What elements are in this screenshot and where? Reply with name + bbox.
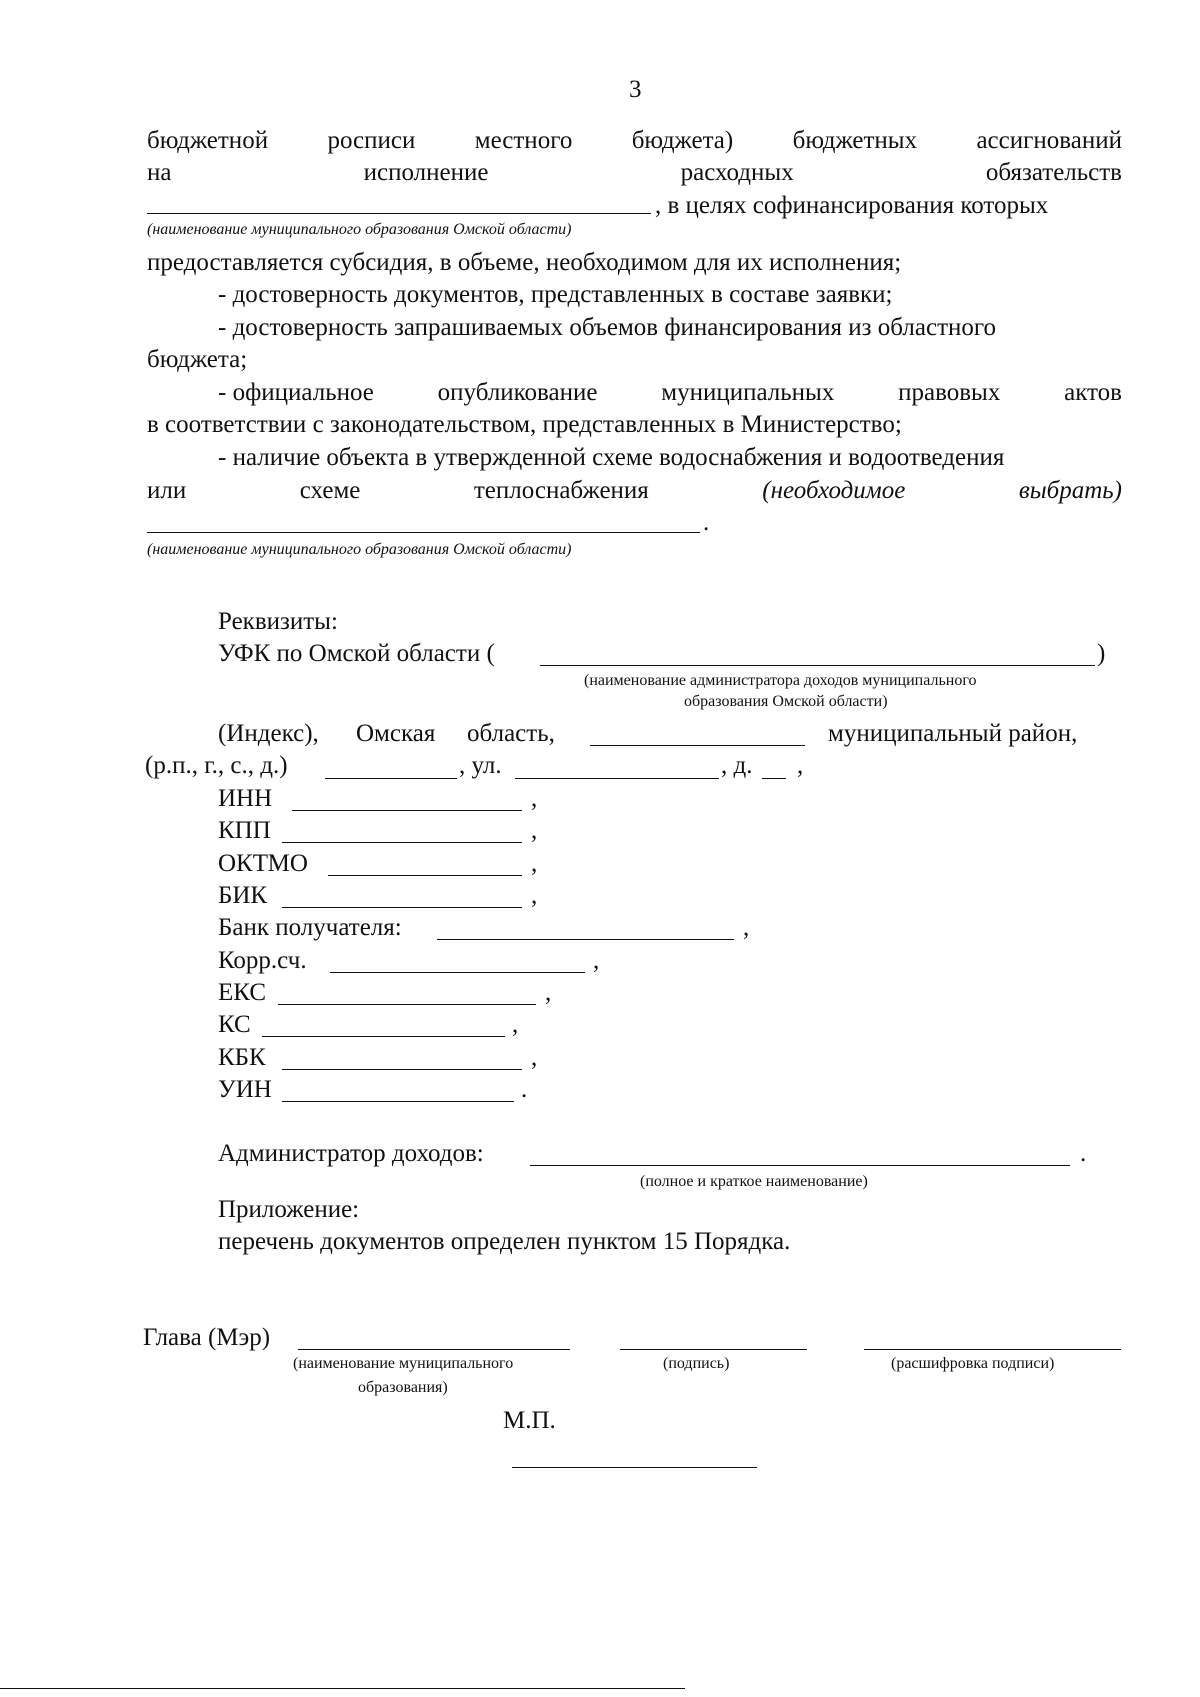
word: расходных: [680, 159, 794, 186]
word: или: [147, 477, 187, 504]
field-end: ,: [545, 979, 552, 1006]
field-caption: (наименование муниципального образования Омской области): [147, 541, 572, 558]
field-caption: (полное и краткое наименование): [640, 1173, 868, 1190]
ufk-close: ): [1097, 640, 1106, 667]
field-kbk-blank[interactable]: [282, 1069, 522, 1070]
signature-name-blank[interactable]: [298, 1349, 570, 1350]
address-word: , д.: [721, 752, 753, 779]
field-caption: (расшифровка подписи): [891, 1355, 1055, 1372]
field-label-bik: БИК: [218, 882, 268, 909]
word: обязательств: [985, 159, 1122, 186]
period: .: [703, 509, 710, 536]
field-caption: образования): [358, 1379, 448, 1396]
word: росписи: [327, 127, 416, 154]
signature-label: Глава (Мэр): [143, 1324, 271, 1351]
blank-line-municipality[interactable]: [147, 532, 700, 533]
stamp-label: М.П.: [503, 1407, 556, 1434]
word: бюджета): [631, 127, 734, 154]
field-end: ,: [531, 1044, 538, 1071]
address-word: область,: [467, 720, 555, 747]
word: бюджетных: [792, 127, 918, 154]
blank-line-administrator[interactable]: [540, 665, 1095, 666]
field-bank-blank[interactable]: [437, 939, 734, 940]
paragraph-text: предоставляется субсидия, в объеме, необходимом для их исполнения;: [147, 249, 902, 276]
field-bik-blank[interactable]: [282, 907, 522, 908]
word: выбрать): [1018, 477, 1122, 504]
word: теплоснабжения: [473, 477, 649, 504]
word: опубликование: [437, 379, 598, 406]
appendix-text: перечень документов определен пунктом 15 Порядка.: [218, 1228, 791, 1255]
field-end: ,: [593, 947, 600, 974]
field-ks-blank[interactable]: [262, 1036, 505, 1037]
field-caption: (наименование муниципального образования Омской области): [147, 221, 572, 238]
admin-label: Администратор доходов:: [218, 1140, 484, 1167]
field-label-inn: ИНН: [218, 785, 273, 812]
field-end: .: [521, 1076, 528, 1103]
address-word: муниципальный район,: [828, 720, 1078, 747]
list-item: - наличие объекта в утвержденной схеме водоснабжения и водоотведения: [218, 444, 1005, 471]
list-item-continuation: [147, 478, 1122, 503]
field-inn-blank[interactable]: [292, 810, 522, 811]
address-word: ,: [797, 752, 804, 779]
word: на: [147, 159, 172, 186]
list-item: - достоверность запрашиваемых объемов финансирования из областного: [218, 314, 997, 341]
separator-line: [512, 1467, 757, 1468]
paragraph-line: [147, 160, 1122, 185]
field-caption: (наименование муниципального: [293, 1355, 514, 1372]
blank-line-house[interactable]: [762, 778, 786, 779]
field-end: ,: [531, 882, 538, 909]
field-label-kpp: КПП: [218, 817, 271, 844]
word: исполнение: [363, 159, 489, 186]
word: схеме: [299, 477, 361, 504]
word: местного: [474, 127, 573, 154]
word: бюджетной: [147, 127, 269, 154]
appendix-heading: Приложение:: [218, 1196, 360, 1223]
word: муниципальных: [661, 379, 835, 406]
field-end: ,: [531, 850, 538, 877]
ufk-label: УФК по Омской области (: [218, 640, 495, 667]
field-kpp-blank[interactable]: [282, 842, 522, 843]
field-corr-blank[interactable]: [330, 972, 585, 973]
field-oktmo-blank[interactable]: [328, 875, 522, 876]
field-eks-blank[interactable]: [278, 1004, 536, 1005]
list-item: [218, 380, 1122, 405]
field-caption: образования Омской области): [684, 693, 888, 710]
word: ассигнований: [976, 127, 1122, 154]
signature-sign-blank[interactable]: [620, 1349, 807, 1350]
admin-blank[interactable]: [530, 1165, 1070, 1166]
section-heading: Реквизиты:: [218, 608, 338, 635]
field-uin-blank[interactable]: [282, 1101, 514, 1102]
address-word: Омская: [356, 720, 436, 747]
address-word: (Индекс),: [218, 720, 319, 747]
blank-line-locality[interactable]: [325, 778, 457, 779]
field-caption: (наименование администратора доходов муниципального: [584, 672, 977, 689]
field-end: ,: [531, 785, 538, 812]
field-label-corr: Корр.сч.: [218, 947, 307, 974]
field-end: ,: [512, 1011, 519, 1038]
field-label-kbk: КБК: [218, 1044, 266, 1071]
list-item: - достоверность документов, представленных в составе заявки;: [218, 281, 893, 308]
list-item-continuation: бюджета;: [147, 346, 248, 373]
page-number: 3: [629, 76, 642, 103]
field-label-ks: КС: [218, 1011, 251, 1038]
paragraph-text: , в целях софинансирования которых: [655, 192, 1049, 219]
field-label-uin: УИН: [218, 1076, 272, 1103]
address-word: , ул.: [459, 752, 502, 779]
word: - официальное: [218, 379, 374, 406]
blank-line-street[interactable]: [515, 778, 719, 779]
word: актов: [1064, 379, 1122, 406]
word: (необходимое: [762, 477, 906, 504]
blank-line-district[interactable]: [590, 745, 805, 746]
word: правовых: [898, 379, 1001, 406]
signature-decode-blank[interactable]: [864, 1349, 1121, 1350]
field-label-eks: ЕКС: [218, 979, 266, 1006]
list-item-continuation: в соответствии с законодательством, представленных в Министерство;: [147, 411, 902, 438]
paragraph-line: [147, 128, 1122, 153]
blank-line-municipality[interactable]: [147, 213, 651, 214]
field-caption: (подпись): [663, 1355, 730, 1372]
admin-end: .: [1080, 1140, 1087, 1167]
field-label-oktmo: ОКТМО: [218, 850, 308, 877]
field-label-bank: Банк получателя:: [218, 914, 402, 941]
field-end: ,: [531, 817, 538, 844]
field-end: ,: [743, 914, 750, 941]
footer-rule: [0, 1688, 685, 1689]
address-word: (р.п., г., с., д.): [145, 752, 288, 779]
